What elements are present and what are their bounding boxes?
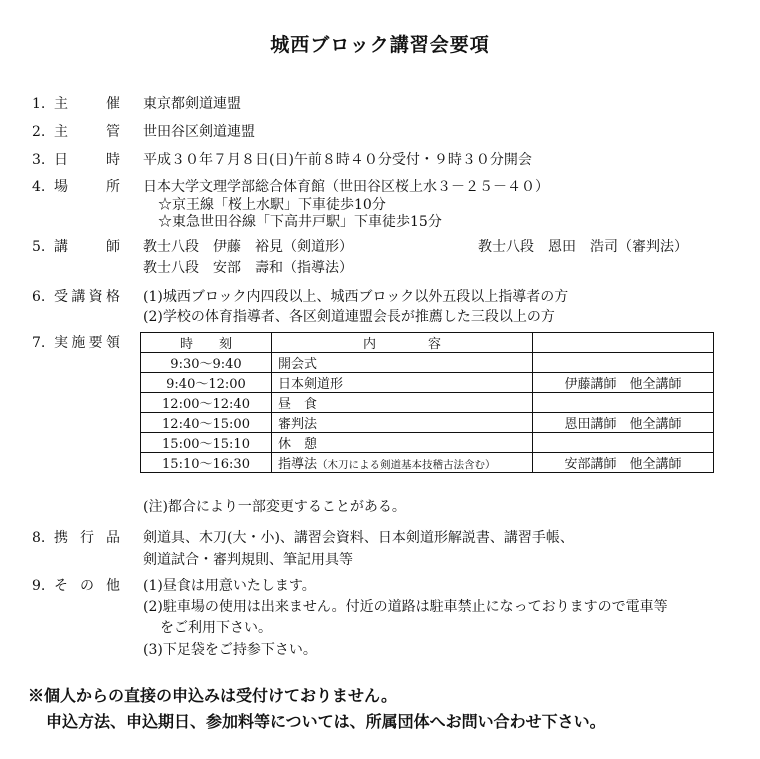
row-instructor: [533, 433, 714, 453]
notice-line-1: ※個人からの直接の申込みは受付けておりません。: [28, 686, 397, 705]
access-line: ☆京王線「桜上水駅」下車徒歩10分: [158, 197, 386, 213]
row-instructor: 恩田講師 他全講師: [533, 413, 714, 433]
row-instructor: 伊藤講師 他全講師: [533, 373, 714, 393]
item-value: (2)学校の体育指導者、各区剣道連盟会長が推薦した三段以上の方: [143, 309, 555, 325]
item-value: 日本大学文理学部総合体育館（世田谷区桜上水３－２５－４０）: [143, 179, 549, 195]
item-label: 講師: [54, 239, 120, 255]
row-instructor: 安部講師 他全講師: [533, 453, 714, 473]
row-time: 9:40〜12:00: [141, 373, 272, 393]
table-row: [141, 353, 714, 373]
item-label: 携行品: [54, 530, 120, 546]
header-content: 内 容: [272, 333, 533, 353]
notice-line-2: 申込方法、申込期日、参加料等については、所属団体へお問い合わせ下さい。: [46, 712, 606, 731]
table-row: [141, 413, 714, 433]
schedule-table: [140, 332, 714, 473]
table-row: [141, 393, 714, 413]
item-number: 7.: [32, 335, 46, 351]
header-time: 時 刻: [141, 333, 272, 353]
header-instructor: [533, 333, 714, 353]
item-label: 実施要領: [54, 335, 120, 351]
item-label: 受講資格: [54, 289, 120, 305]
table-row: [141, 453, 714, 473]
item-value: (1)昼食は用意いたします。: [143, 578, 316, 594]
item-number: 8.: [32, 530, 46, 546]
item-number: 2.: [32, 124, 46, 140]
instructor-3: 教士八段 安部 壽和（指導法）: [143, 260, 353, 276]
table-row: [141, 373, 714, 393]
table-row: [141, 433, 714, 453]
item-value: 東京都剣道連盟: [143, 96, 241, 112]
item-value: 剣道試合・審判規則、筆記用具等: [143, 552, 353, 568]
row-content: 休 憩: [272, 433, 533, 453]
access-line: ☆東急世田谷線「下高井戸駅」下車徒歩15分: [158, 214, 442, 230]
instructor-2: 教士八段 恩田 浩司（審判法）: [478, 239, 688, 255]
item-number: 6.: [32, 289, 46, 305]
item-label: 主管: [54, 124, 120, 140]
row-time: 15:00〜15:10: [141, 433, 272, 453]
item-number: 9.: [32, 578, 46, 594]
item-label: その他: [54, 578, 120, 594]
item-value: 剣道具、木刀(大・小)、講習会資料、日本剣道形解説書、講習手帳、: [143, 530, 574, 546]
row-time: 12:40〜15:00: [141, 413, 272, 433]
item-value: をご利用下さい。: [160, 620, 272, 636]
row-content: 日本剣道形: [272, 373, 533, 393]
row-content: 審判法: [272, 413, 533, 433]
page-title: 城西ブロック講習会要項: [270, 34, 490, 56]
item-label: 日時: [54, 152, 120, 168]
schedule-footnote: (注)都合により一部変更することがある。: [143, 499, 406, 515]
item-value: (1)城西ブロック内四段以上、城西ブロック以外五段以上指導者の方: [143, 289, 569, 305]
item-number: 4.: [32, 179, 46, 195]
item-number: 1.: [32, 96, 46, 112]
row-instructor: [533, 393, 714, 413]
item-label: 主催: [54, 96, 120, 112]
item-label: 場所: [54, 179, 120, 195]
item-value: (2)駐車場の使用は出来ません。付近の道路は駐車禁止になっておりますので電車等: [143, 599, 668, 615]
row-content-note: （木刀による剣道基本技稽古法含む）: [317, 459, 496, 471]
row-content: 開会式: [272, 353, 533, 373]
item-value: 世田谷区剣道連盟: [143, 124, 255, 140]
row-time: 15:10〜16:30: [141, 453, 272, 473]
row-time: 9:30〜9:40: [141, 353, 272, 373]
item-value: (3)下足袋をご持参下さい。: [143, 642, 317, 658]
item-value: 平成３０年７月８日(日)午前８時４０分受付・９時３０分開会: [143, 152, 532, 168]
row-content: 昼 食: [272, 393, 533, 413]
item-number: 5.: [32, 239, 46, 255]
table-header-row: [141, 333, 714, 353]
instructor-1: 教士八段 伊藤 裕見（剣道形）: [143, 239, 353, 255]
row-content: 指導法（木刀による剣道基本技稽古法含む）: [272, 453, 533, 473]
row-time: 12:00〜12:40: [141, 393, 272, 413]
item-number: 3.: [32, 152, 46, 168]
row-instructor: [533, 353, 714, 373]
